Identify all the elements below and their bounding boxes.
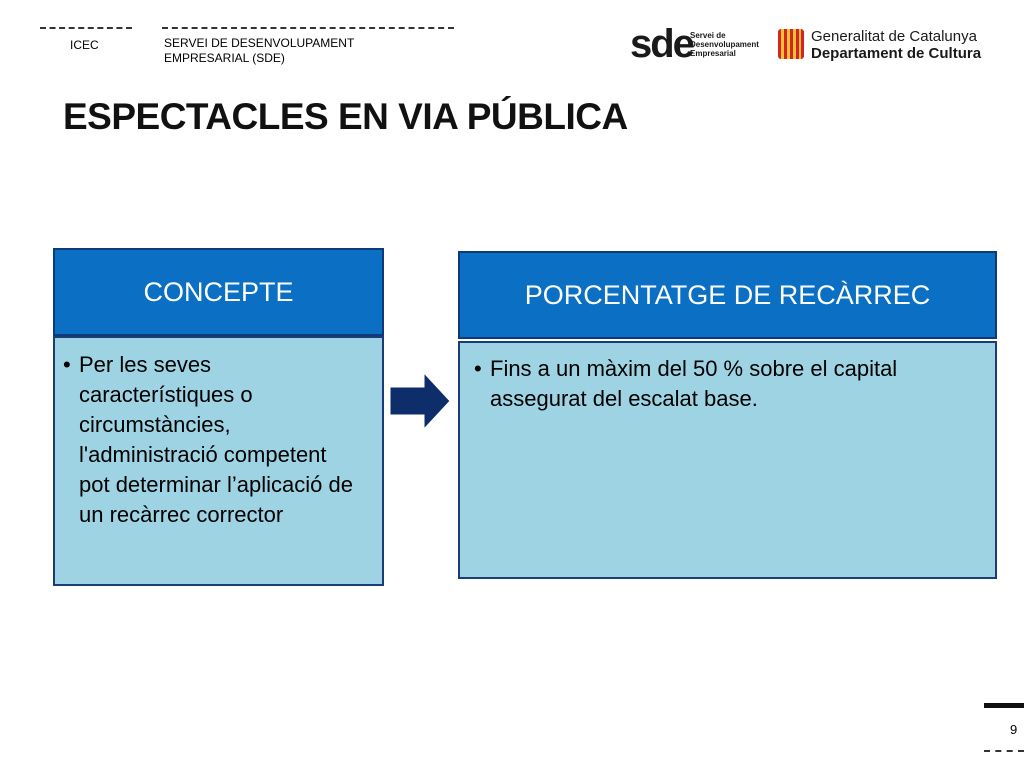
concepte-bullet — [63, 350, 362, 530]
bullet-dot: • — [474, 356, 482, 381]
org-short-label: ICEC — [70, 38, 99, 52]
footer-divider — [984, 750, 1024, 752]
org-long-line1: SERVEI DE DESENVOLUPAMENT — [164, 36, 355, 50]
concepte-heading-box — [53, 248, 384, 336]
sde-sub-line3: Empresarial — [690, 49, 736, 58]
sde-logo — [630, 24, 760, 66]
sde-sub-line2: Desenvolupament — [690, 40, 759, 49]
recarrec-bullet-text: Fins a un màxim del 50 % sobre el capital assegurat del escalat base. — [490, 356, 898, 411]
org-long-label — [164, 36, 354, 66]
recarrec-heading: PORCENTATGE DE RECÀRREC — [524, 279, 931, 310]
recarrec-body-box — [458, 341, 997, 579]
header-divider-right — [162, 27, 454, 29]
concepte-heading: CONCEPTE — [143, 276, 294, 307]
generalitat-wordmark — [811, 28, 981, 62]
concepte-body-box — [53, 336, 384, 586]
slide-title: ESPECTACLES EN VIA PÚBLICA — [63, 96, 628, 137]
sde-logo-mark: sde — [630, 22, 693, 66]
generalitat-emblem-icon — [778, 29, 804, 59]
sde-sub-line1: Servei de — [690, 31, 726, 40]
header-divider-left — [40, 27, 132, 29]
org-long-line2: EMPRESARIAL (SDE) — [164, 51, 285, 65]
recarrec-heading-box — [458, 251, 997, 339]
right-arrow-icon — [388, 372, 452, 430]
generalitat-logo — [778, 28, 998, 62]
concepte-bullet-text: Per les seves característiques o circumstàncies, l'administració competent pot determinar l’aplicació de un recàrrec corrector — [79, 352, 353, 527]
recarrec-bullet — [474, 354, 981, 414]
page-number: 9 — [1010, 722, 1018, 737]
sde-logo-subtitle — [690, 31, 759, 58]
footer-bar — [984, 703, 1024, 708]
generalitat-line2: Departament de Cultura — [811, 45, 982, 62]
generalitat-line1: Generalitat de Catalunya — [811, 28, 977, 45]
bullet-dot: • — [63, 352, 71, 377]
